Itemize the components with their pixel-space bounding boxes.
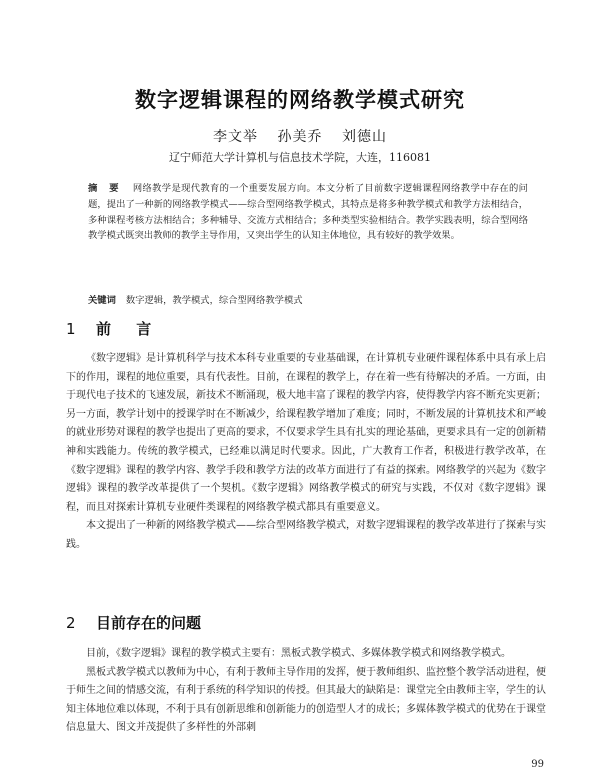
keywords	[88, 292, 528, 306]
paragraph: 目前，《数字逻辑》课程的教学模式主要有：黑板式教学模式、多媒体教学模式和网络教学模式。	[86, 648, 511, 659]
abstract-label: 摘 要	[88, 183, 123, 194]
abstract	[88, 181, 528, 244]
section-1-title: 前 言	[96, 320, 162, 338]
author-affiliation: 辽宁师范大学计算机与信息技术学院，大连，116081	[169, 151, 431, 164]
section-2-body	[66, 645, 546, 738]
keywords-text: 数字逻辑，教学模式，综合型网络教学模式	[125, 295, 303, 306]
section-2-heading	[66, 612, 201, 633]
paragraph: 本文提出了一种新的网络教学模式——综合型网络教学模式，对数字逻辑课程的教学改革进行了探索与实践。	[66, 520, 546, 550]
paragraph: 黑板式教学模式以教师为中心，有利于教师主导作用的发挥，便于教师组织、监控整个教学活动进程，便于师生之间的情感交流，有利于系统的科学知识的传授。但其最大的缺陷是：课堂完全由教师主宰，学生的认知主体地位难以体现，不利于具有创新思维和创新能力的创造型人才的成长；多媒体教学模式的优势在于课堂信息量大、图文并茂提供了多样性的外部刺	[66, 666, 546, 734]
section-1-body	[66, 350, 546, 555]
section-1-heading	[66, 318, 161, 339]
keywords-label: 关键词	[88, 295, 116, 306]
paragraph: 《数字逻辑》是计算机科学与技术本科专业重要的专业基础课，在计算机专业硬件课程体系中具有承上启下的作用，课程的地位重要，具有代表性。目前，在课程的教学上，存在着一些有待解决的矛盾。一方面，由于现代电子技术的飞速发展，新技术不断涌现，极大地丰富了课程的教学内容，使得教学内容不断充实更新；另一方面，教学计划中的授课学时在不断减少，给课程教学增加了难度；同时，不断发展的计算机技术和严峻的就业形势对课程的教学也提出了更高的要求，不仅要求学生具有扎实的理论基础，更要求具有一定的创新精神和实践能力。传统的教学模式，已经难以满足时代要求。因此，广大教育工作者，积极进行教学改革，在《数字逻辑》课程的教学内容、教学手段和教学方法的改革方面进行了有益的探索。网络教学的兴起为《数字逻辑》课程的教学改革提供了一个契机。《数字逻辑》网络教学模式的研究与实践，不仅对《数字逻辑》课程，而且对探索计算机专业硬件类课程的网络教学模式都具有重要意义。	[66, 353, 546, 513]
abstract-text: 网络教学是现代教育的一个重要发展方向。本文分析了目前数字逻辑课程网络教学中存在的问题，提出了一种新的网络教学模式——综合型网络教学模式，其特点是将多种教学模式和教学方法相结合，多种课程考核方法相结合；多种辅导、交流方式相结合；多种类型实验相结合。教学实践表明，综合型网络教学模式既突出教师的教学主导作用，又突出学生的认知主体地位，具有较好的教学效果。	[88, 183, 528, 242]
author-list: 李文举 孙美乔 刘德山	[213, 129, 387, 145]
page-number: 99	[531, 759, 544, 770]
section-2-title: 目前存在的问题	[96, 614, 202, 632]
section-2-number: 2	[66, 614, 76, 632]
section-1-number: 1	[66, 320, 76, 338]
paper-title: 数字逻辑课程的网络教学模式研究	[135, 88, 465, 112]
